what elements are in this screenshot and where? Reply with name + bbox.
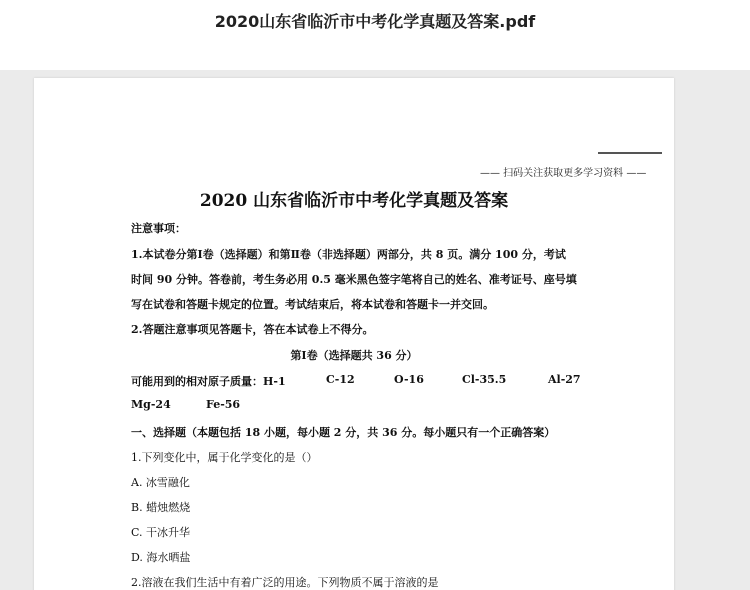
- notice-2: 2.答题注意事项见答题卡，答在本试卷上不得分。: [131, 323, 374, 336]
- mass-cl: Cl-35.5: [462, 373, 507, 386]
- atomic-mass-label: 可能用到的相对原子质量：H-1: [131, 375, 286, 388]
- promo-text: —— 扫码关注获取更多学习资料 ——: [480, 168, 647, 179]
- q1-option-d: D. 海水晒盐: [131, 551, 191, 564]
- q1-option-c: C. 干冰升华: [131, 526, 191, 539]
- notice-1c: 写在试卷和答题卡规定的位置。考试结束后，将本试卷和答题卡一并交回。: [131, 298, 494, 311]
- paper-title: 2020 山东省临沂市中考化学真题及答案: [199, 191, 509, 211]
- notice-1a: 1.本试卷分第Ⅰ卷（选择题）和第Ⅱ卷（非选择题）两部分，共 8 页。满分 100 分，考试: [131, 248, 566, 261]
- mass-c: C-12: [326, 373, 355, 386]
- q1-option-a: A. 冰雪融化: [131, 476, 190, 489]
- mass-mg: Mg-24: [131, 398, 171, 411]
- section-title: 第Ⅰ卷（选择题共 36 分）: [290, 349, 418, 362]
- notice-heading: 注意事项：: [131, 222, 186, 235]
- viewer-header: [0, 0, 750, 70]
- question-1: 1.下列变化中，属于化学变化的是（）: [131, 451, 318, 464]
- mass-fe: Fe-56: [206, 398, 241, 411]
- file-title: 2020山东省临沂市中考化学真题及答案.pdf: [214, 12, 536, 31]
- question-2: 2.溶液在我们生活中有着广泛的用途。下列物质不属于溶液的是: [131, 576, 439, 589]
- mass-al: Al-27: [548, 373, 581, 386]
- page-mark: [598, 152, 662, 154]
- mass-o: O-16: [394, 373, 424, 386]
- part-one-heading: 一、选择题（本题包括 18 小题，每小题 2 分，共 36 分。每小题只有一个正确答案）: [131, 426, 556, 439]
- notice-1b: 时间 90 分钟。答卷前，考生务必用 0.5 毫米黑色签字笔将自己的姓名、准考证号、座号填: [131, 273, 577, 286]
- q1-option-b: B. 蜡烛燃烧: [131, 501, 191, 514]
